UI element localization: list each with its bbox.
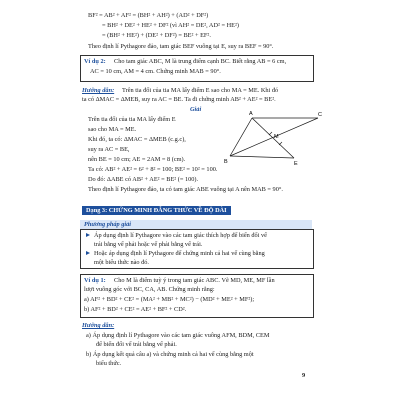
guide-2-line-2: ta có ΔMAC = ΔMEB, suy ra AC = BE. Ta đi chứng minh AB² + AE² = BE².: [82, 96, 276, 103]
guide-1-line-4: biểu thức.: [96, 360, 122, 367]
example-1-line-4: b) AF² + BD² + CE² = AE² + BF² + CD².: [84, 306, 187, 313]
example-2-label: Ví dụ 2:: [84, 58, 106, 65]
solution-title: Giải: [190, 106, 202, 113]
equation-line-1: BF² = AB² + AF² = (BH² + AH²) + (AD² + DF²): [88, 12, 209, 19]
equation-line-3: = (BH² + HE²) + (DE² + DF²) = BE² + EF².: [102, 32, 211, 39]
point-label-m: M: [274, 134, 279, 140]
equation-line-2: = BH² + DE² + HE² + DF² (vì AH² = DE², AD² = HE²): [102, 22, 239, 29]
example-1-line-1: Cho M là điểm tuỳ ý trong tam giác ABC. Vẽ MD, ME, MF lần: [114, 277, 275, 284]
point-label-e: E: [294, 161, 298, 166]
method-bullet-1-line-2: trái bằng vế phải hoặc vế phải bằng vế trái.: [94, 241, 203, 248]
guide-1-line-3: b) Áp dụng kết quả câu a) và chứng minh cả hai vế cùng bằng một: [86, 351, 254, 358]
example-1-line-3: a) AF² + BD² + CE² = (MA² + MB² + MC²) − (MD² + ME² + MF²);: [84, 296, 255, 303]
guide-1-line-2: để biến đổi vế trái bằng vế phải.: [96, 341, 177, 348]
example-2-line-2: AC = 10 cm, AM = 4 cm. Chứng minh MAB = 90°.: [90, 68, 221, 75]
solution-line-7: Do đó: ΔABE có AB² + AE² = BE² (= 100).: [88, 176, 199, 183]
example-1-label: Ví dụ 1:: [84, 277, 106, 284]
segment-ab: [230, 118, 252, 156]
page-number: 9: [302, 372, 306, 379]
solution-line-4: suy ra AC = BE,: [88, 146, 130, 153]
triangle-diagram: [222, 108, 322, 166]
guide-1-line-1: a) Áp dụng định lí Pythagore vào các tam giác vuông AFM, BDM, CEM: [86, 332, 270, 339]
section-title: Dạng 3: CHỨNG MINH ĐẲNG THỨC VỀ ĐỘ DÀI: [82, 206, 231, 215]
point-label-b: B: [224, 159, 228, 165]
tick-am: [269, 132, 272, 135]
guide-1-label: Hướng dẫn:: [82, 322, 115, 329]
solution-line-1: Trên tia đối của tia MA lấy điểm E: [88, 116, 176, 123]
solution-line-6: Ta có: AB² + AE² = 6² + 8² = 100; BE² = 10² = 100.: [88, 166, 218, 173]
bullet-icon: [86, 251, 90, 255]
solution-line-8: Theo định lí Pythagore đảo, ta có tam giác ABE vuông tại A nên MAB = 90°.: [88, 186, 283, 193]
segment-ae: [252, 118, 294, 158]
point-label-a: A: [249, 111, 253, 117]
method-bullet-1-line-1: Áp dụng định lí Pythagore vào các tam giác thích hợp để biến đổi vế: [94, 232, 267, 239]
tick-me: [279, 142, 282, 145]
guide-2-line-1: Trên tia đối của tia MA lấy điểm E sao cho MA = ME. Khi đó: [122, 87, 279, 94]
example-1-line-2: lượt vuông góc với BC, CA, AB. Chứng minh rằng:: [84, 286, 215, 293]
bullet-icon: [86, 233, 90, 237]
guide-2-label: Hướng dẫn:: [82, 87, 115, 94]
segment-be: [230, 156, 294, 158]
solution-line-5: nên BE = 10 cm; AE = 2AM = 8 (cm).: [88, 156, 186, 163]
method-bullet-2-line-1: Hoặc áp dụng định lí Pythagore để chứng minh cả hai vế cùng bằng: [94, 250, 265, 257]
conclusion-line: Theo định lí Pythagore đảo, tam giác BEF vuông tại E, suy ra BEF = 90°.: [88, 43, 274, 50]
method-label: Phương pháp giải: [84, 221, 132, 228]
solution-line-3: Khi đó, ta có: ΔMAC = ΔMEB (c.g.c),: [88, 136, 186, 143]
example-2-line-1: Cho tam giác ABC, M là trung điểm cạnh BC. Biết rằng AB = 6 cm,: [114, 58, 287, 65]
point-label-c: C: [318, 112, 322, 118]
method-bullet-2-line-2: một biểu thức nào đó.: [94, 259, 150, 266]
solution-line-2: sao cho MA = ME.: [88, 126, 137, 133]
